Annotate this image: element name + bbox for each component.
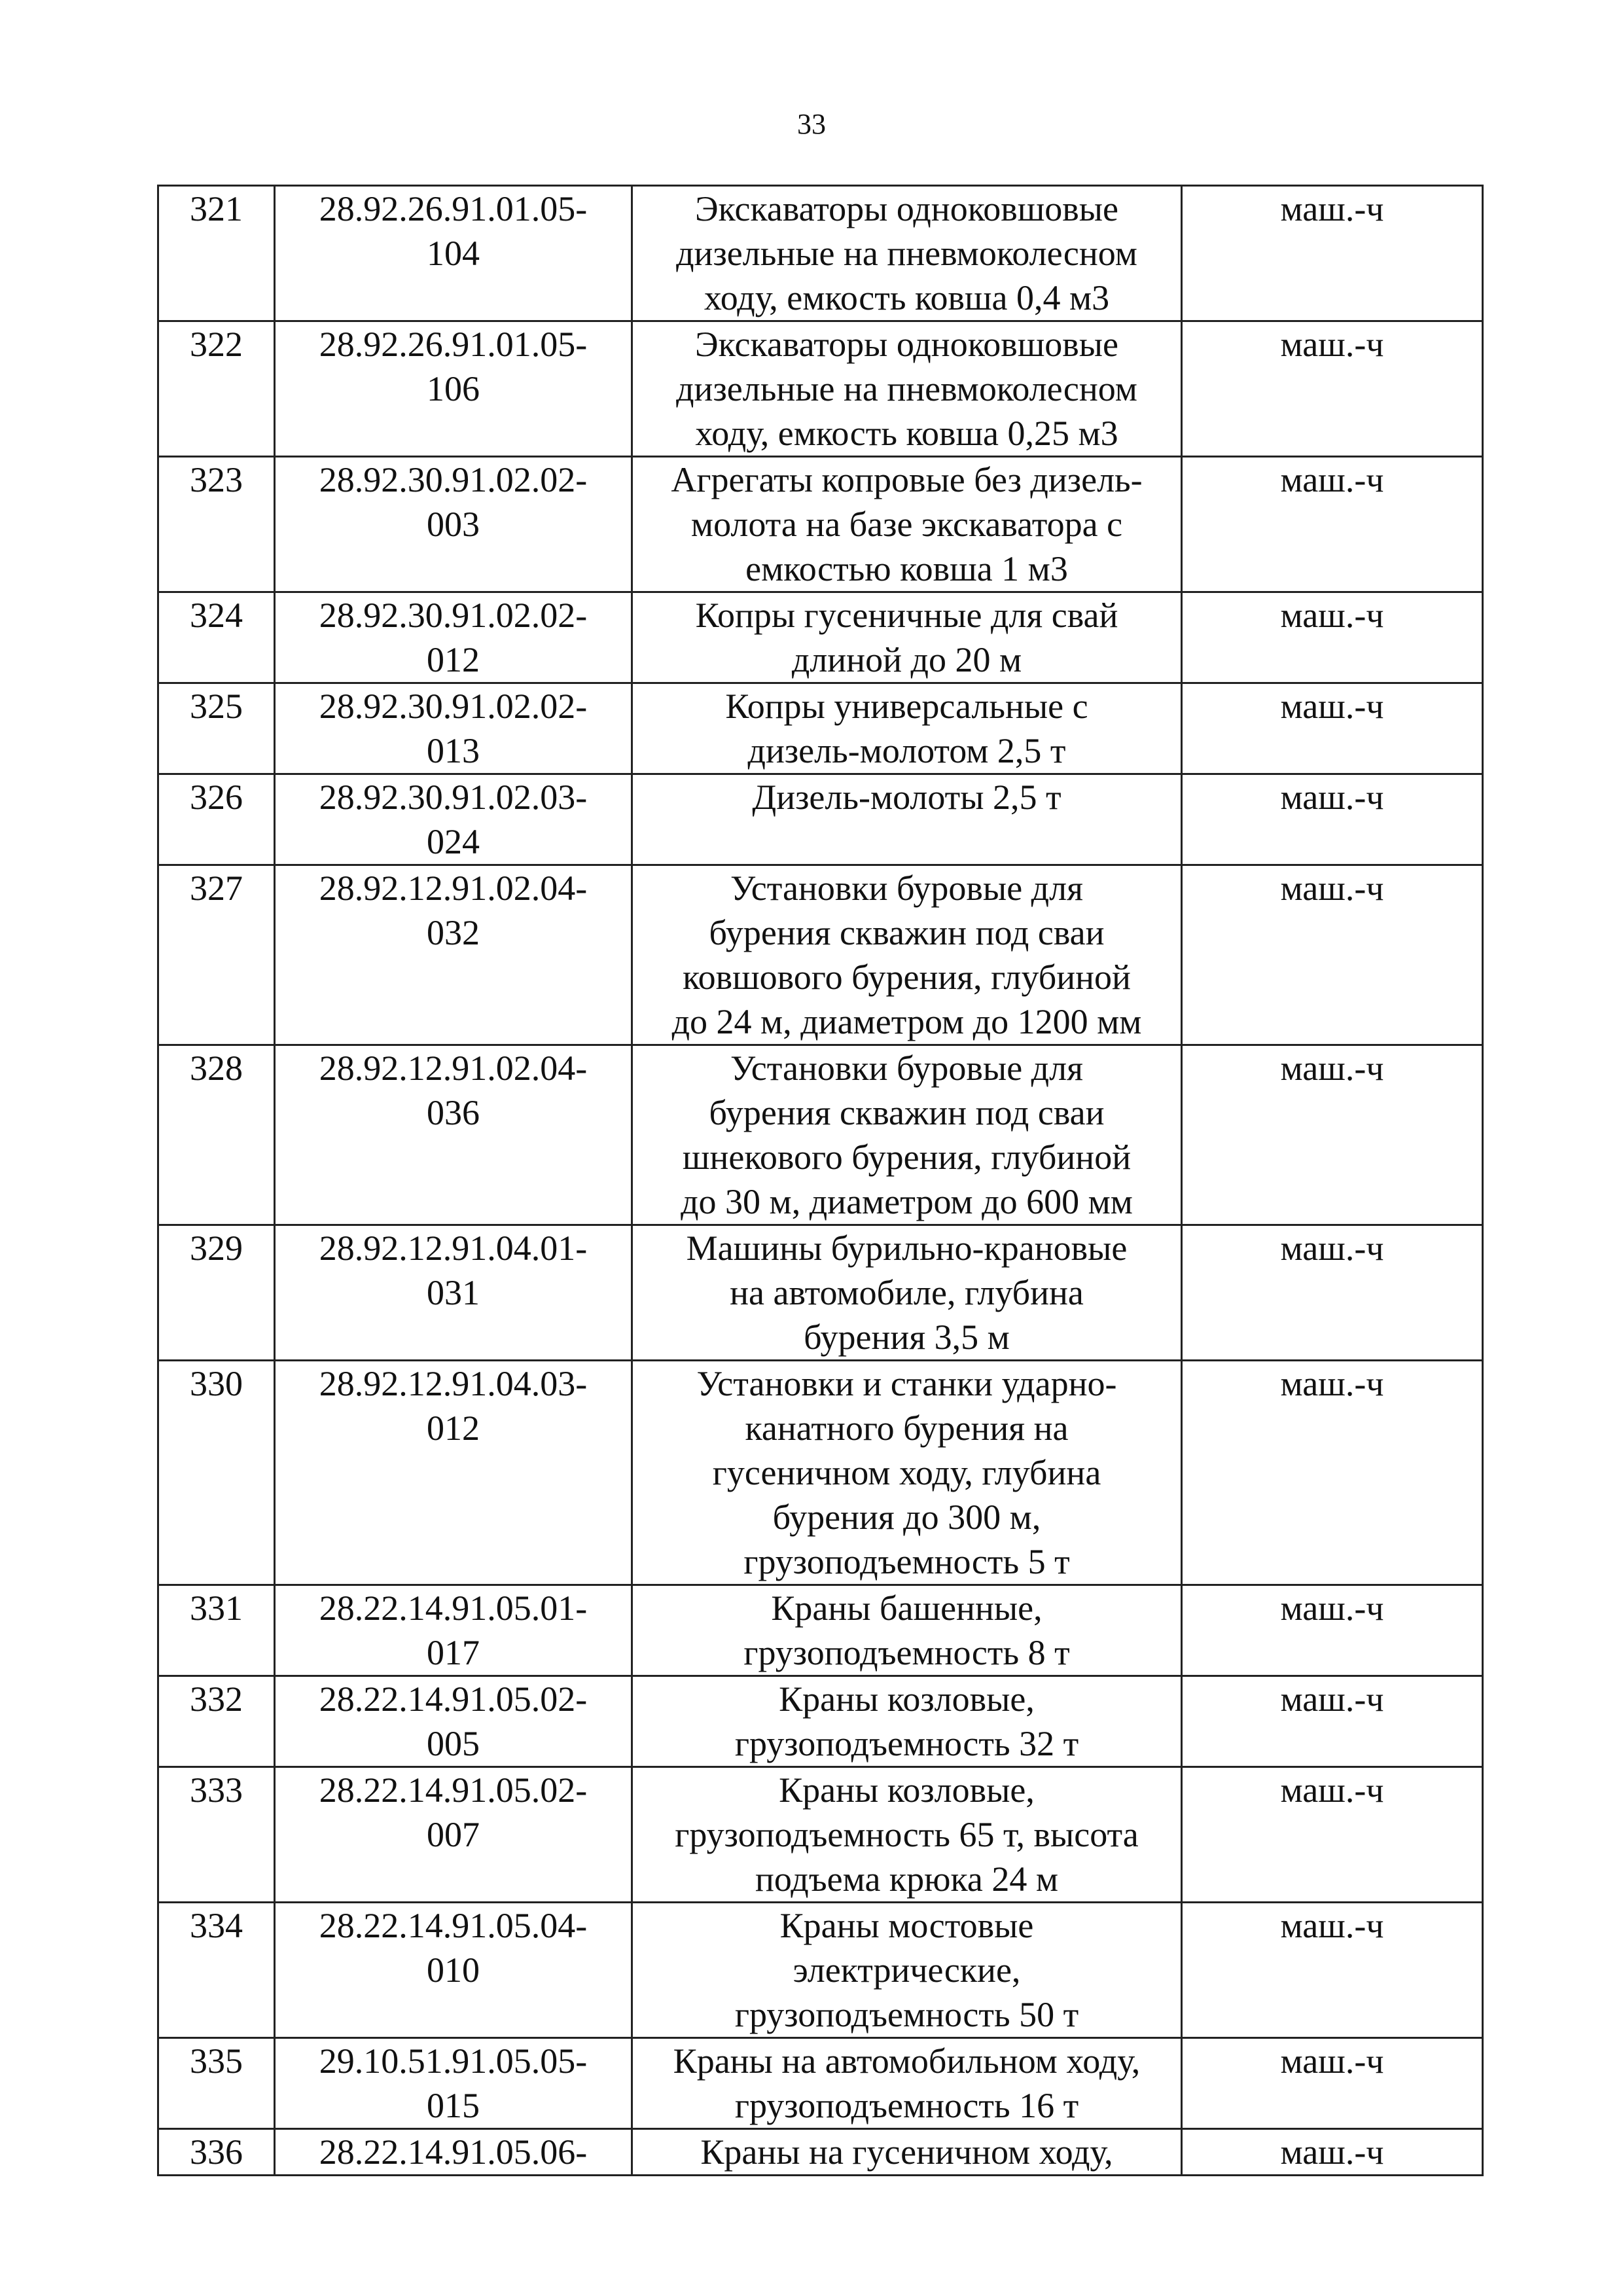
row-number-text: 324 bbox=[190, 596, 243, 635]
unit-text: маш.-ч bbox=[1280, 1906, 1384, 1945]
machine-name-text: Краны на гусеничном ходу, bbox=[700, 2132, 1113, 2172]
unit-cell bbox=[1182, 1585, 1483, 1676]
unit-cell bbox=[1182, 2038, 1483, 2129]
row-number-cell bbox=[158, 321, 275, 457]
machine-name-text: Установки и станки ударно- канатного бурения на гусеничном ходу, глубина бурения до 300 м, грузоподъемность 5 т bbox=[696, 1364, 1117, 1581]
machine-name-cell bbox=[632, 2129, 1182, 2176]
machine-name-cell bbox=[632, 1903, 1182, 2038]
row-number-cell bbox=[158, 1361, 275, 1585]
machinery-table bbox=[157, 185, 1484, 2176]
unit-text: маш.-ч bbox=[1280, 1049, 1384, 1088]
unit-cell bbox=[1182, 865, 1483, 1045]
resource-code-cell bbox=[275, 2038, 632, 2129]
unit-text: маш.-ч bbox=[1280, 1229, 1384, 1268]
table-row bbox=[158, 1361, 1483, 1585]
table-row bbox=[158, 1676, 1483, 1767]
row-number-cell bbox=[158, 1903, 275, 2038]
machine-name-cell bbox=[632, 2038, 1182, 2129]
unit-cell bbox=[1182, 592, 1483, 683]
machine-name-text: Дизель-молоты 2,5 т bbox=[752, 778, 1061, 817]
table-row bbox=[158, 2129, 1483, 2176]
unit-cell bbox=[1182, 186, 1483, 321]
machine-name-cell bbox=[632, 774, 1182, 865]
unit-cell bbox=[1182, 1045, 1483, 1225]
resource-code-cell bbox=[275, 1225, 632, 1361]
unit-text: маш.-ч bbox=[1280, 596, 1384, 635]
unit-cell bbox=[1182, 321, 1483, 457]
row-number-text: 335 bbox=[190, 2041, 243, 2081]
unit-text: маш.-ч bbox=[1280, 1770, 1384, 1810]
machine-name-text: Краны на автомобильном ходу, грузоподъемность 16 т bbox=[673, 2041, 1141, 2125]
machine-name-cell bbox=[632, 1045, 1182, 1225]
table-row bbox=[158, 321, 1483, 457]
unit-cell bbox=[1182, 774, 1483, 865]
resource-code-text: 28.92.30.91.02.03- 024 bbox=[319, 778, 588, 861]
machine-name-text: Экскаваторы одноковшовые дизельные на пневмоколесном ходу, емкость ковша 0,25 м3 bbox=[676, 325, 1137, 453]
machine-name-text: Краны козловые, грузоподъемность 65 т, высота подъема крюка 24 м bbox=[675, 1770, 1139, 1899]
resource-code-text: 28.22.14.91.05.02- 005 bbox=[319, 1679, 588, 1763]
row-number-text: 321 bbox=[190, 189, 243, 228]
resource-code-cell bbox=[275, 592, 632, 683]
row-number-cell bbox=[158, 186, 275, 321]
machine-name-text: Краны козловые, грузоподъемность 32 т bbox=[734, 1679, 1079, 1763]
resource-code-text: 28.22.14.91.05.06- bbox=[319, 2132, 588, 2172]
unit-text: маш.-ч bbox=[1280, 189, 1384, 228]
machine-name-cell bbox=[632, 1585, 1182, 1676]
resource-code-text: 28.22.14.91.05.04- 010 bbox=[319, 1906, 588, 1990]
unit-text: маш.-ч bbox=[1280, 2132, 1384, 2172]
table-row bbox=[158, 1767, 1483, 1903]
unit-text: маш.-ч bbox=[1280, 1588, 1384, 1628]
resource-code-cell bbox=[275, 1676, 632, 1767]
unit-cell bbox=[1182, 1767, 1483, 1903]
table-body bbox=[158, 186, 1483, 2176]
resource-code-cell bbox=[275, 457, 632, 592]
resource-code-cell bbox=[275, 2129, 632, 2176]
unit-text: маш.-ч bbox=[1280, 2041, 1384, 2081]
table-row bbox=[158, 592, 1483, 683]
row-number-cell bbox=[158, 683, 275, 774]
unit-text: маш.-ч bbox=[1280, 687, 1384, 726]
table-row bbox=[158, 865, 1483, 1045]
table-row bbox=[158, 1903, 1483, 2038]
machine-name-text: Установки буровые для бурения скважин под сваи ковшового бурения, глубиной до 24 м, диаметром до 1200 мм bbox=[671, 869, 1142, 1041]
row-number-text: 326 bbox=[190, 778, 243, 817]
row-number-text: 330 bbox=[190, 1364, 243, 1403]
resource-code-text: 29.10.51.91.05.05- 015 bbox=[319, 2041, 588, 2125]
resource-code-cell bbox=[275, 1585, 632, 1676]
resource-code-cell bbox=[275, 1361, 632, 1585]
row-number-text: 327 bbox=[190, 869, 243, 908]
unit-text: маш.-ч bbox=[1280, 869, 1384, 908]
resource-code-cell bbox=[275, 321, 632, 457]
table-row bbox=[158, 457, 1483, 592]
row-number-text: 328 bbox=[190, 1049, 243, 1088]
table-row bbox=[158, 1045, 1483, 1225]
unit-text: маш.-ч bbox=[1280, 778, 1384, 817]
row-number-cell bbox=[158, 1585, 275, 1676]
row-number-cell bbox=[158, 2038, 275, 2129]
machine-name-cell bbox=[632, 683, 1182, 774]
row-number-text: 334 bbox=[190, 1906, 243, 1945]
resource-code-text: 28.92.12.91.04.03- 012 bbox=[319, 1364, 588, 1448]
resource-code-cell bbox=[275, 1767, 632, 1903]
resource-code-text: 28.92.12.91.04.01- 031 bbox=[319, 1229, 588, 1312]
row-number-cell bbox=[158, 1676, 275, 1767]
machine-name-text: Копры гусеничные для свай длиной до 20 м bbox=[695, 596, 1118, 679]
machine-name-cell bbox=[632, 1225, 1182, 1361]
row-number-cell bbox=[158, 1225, 275, 1361]
machine-name-cell bbox=[632, 865, 1182, 1045]
row-number-text: 332 bbox=[190, 1679, 243, 1719]
table-row bbox=[158, 2038, 1483, 2129]
resource-code-text: 28.92.30.91.02.02- 013 bbox=[319, 687, 588, 770]
row-number-text: 322 bbox=[190, 325, 243, 364]
machine-name-text: Краны башенные, грузоподъемность 8 т bbox=[743, 1588, 1070, 1672]
machine-name-text: Машины бурильно-крановые на автомобиле, глубина бурения 3,5 м bbox=[686, 1229, 1128, 1357]
resource-code-text: 28.22.14.91.05.02- 007 bbox=[319, 1770, 588, 1854]
machine-name-cell bbox=[632, 1767, 1182, 1903]
resource-code-text: 28.92.12.91.02.04- 032 bbox=[319, 869, 588, 952]
resource-code-text: 28.92.30.91.02.02- 012 bbox=[319, 596, 588, 679]
resource-code-text: 28.22.14.91.05.01- 017 bbox=[319, 1588, 588, 1672]
resource-code-text: 28.92.26.91.01.05- 104 bbox=[319, 189, 588, 273]
unit-cell bbox=[1182, 1676, 1483, 1767]
unit-cell bbox=[1182, 1225, 1483, 1361]
machine-name-text: Копры универсальные с дизель-молотом 2,5 т bbox=[725, 687, 1088, 770]
unit-cell bbox=[1182, 2129, 1483, 2176]
machine-name-cell bbox=[632, 321, 1182, 457]
row-number-text: 323 bbox=[190, 460, 243, 499]
resource-code-text: 28.92.12.91.02.04- 036 bbox=[319, 1049, 588, 1132]
unit-text: маш.-ч bbox=[1280, 1364, 1384, 1403]
unit-cell bbox=[1182, 1361, 1483, 1585]
resource-code-cell bbox=[275, 186, 632, 321]
row-number-cell bbox=[158, 592, 275, 683]
machine-name-text: Краны мостовые электрические, грузоподъемность 50 т bbox=[734, 1906, 1079, 2034]
page-number: 33 bbox=[797, 108, 826, 140]
unit-cell bbox=[1182, 1903, 1483, 2038]
machine-name-cell bbox=[632, 592, 1182, 683]
resource-code-cell bbox=[275, 865, 632, 1045]
table-row bbox=[158, 1585, 1483, 1676]
unit-text: маш.-ч bbox=[1280, 460, 1384, 499]
row-number-cell bbox=[158, 457, 275, 592]
row-number-cell bbox=[158, 1767, 275, 1903]
row-number-text: 336 bbox=[190, 2132, 243, 2172]
resource-code-cell bbox=[275, 683, 632, 774]
unit-text: маш.-ч bbox=[1280, 325, 1384, 364]
machine-name-text: Экскаваторы одноковшовые дизельные на пневмоколесном ходу, емкость ковша 0,4 м3 bbox=[676, 189, 1137, 317]
row-number-text: 325 bbox=[190, 687, 243, 726]
machine-name-cell bbox=[632, 1676, 1182, 1767]
machine-name-text: Установки буровые для бурения скважин под сваи шнекового бурения, глубиной до 30 м, диаметром до 600 мм bbox=[681, 1049, 1133, 1221]
table-row bbox=[158, 774, 1483, 865]
row-number-text: 329 bbox=[190, 1229, 243, 1268]
table-row bbox=[158, 1225, 1483, 1361]
resource-code-cell bbox=[275, 774, 632, 865]
table-row bbox=[158, 683, 1483, 774]
row-number-text: 333 bbox=[190, 1770, 243, 1810]
unit-cell bbox=[1182, 457, 1483, 592]
row-number-cell bbox=[158, 1045, 275, 1225]
resource-code-cell bbox=[275, 1045, 632, 1225]
machine-name-cell bbox=[632, 457, 1182, 592]
table-row bbox=[158, 186, 1483, 321]
resource-code-text: 28.92.30.91.02.02- 003 bbox=[319, 460, 588, 544]
machine-name-cell bbox=[632, 186, 1182, 321]
machine-name-text: Агрегаты копровые без дизель- молота на базе экскаватора с емкостью ковша 1 м3 bbox=[671, 460, 1143, 588]
row-number-cell bbox=[158, 2129, 275, 2176]
row-number-cell bbox=[158, 865, 275, 1045]
row-number-text: 331 bbox=[190, 1588, 243, 1628]
machine-name-cell bbox=[632, 1361, 1182, 1585]
resource-code-text: 28.92.26.91.01.05- 106 bbox=[319, 325, 588, 408]
resource-code-cell bbox=[275, 1903, 632, 2038]
unit-cell bbox=[1182, 683, 1483, 774]
row-number-cell bbox=[158, 774, 275, 865]
unit-text: маш.-ч bbox=[1280, 1679, 1384, 1719]
